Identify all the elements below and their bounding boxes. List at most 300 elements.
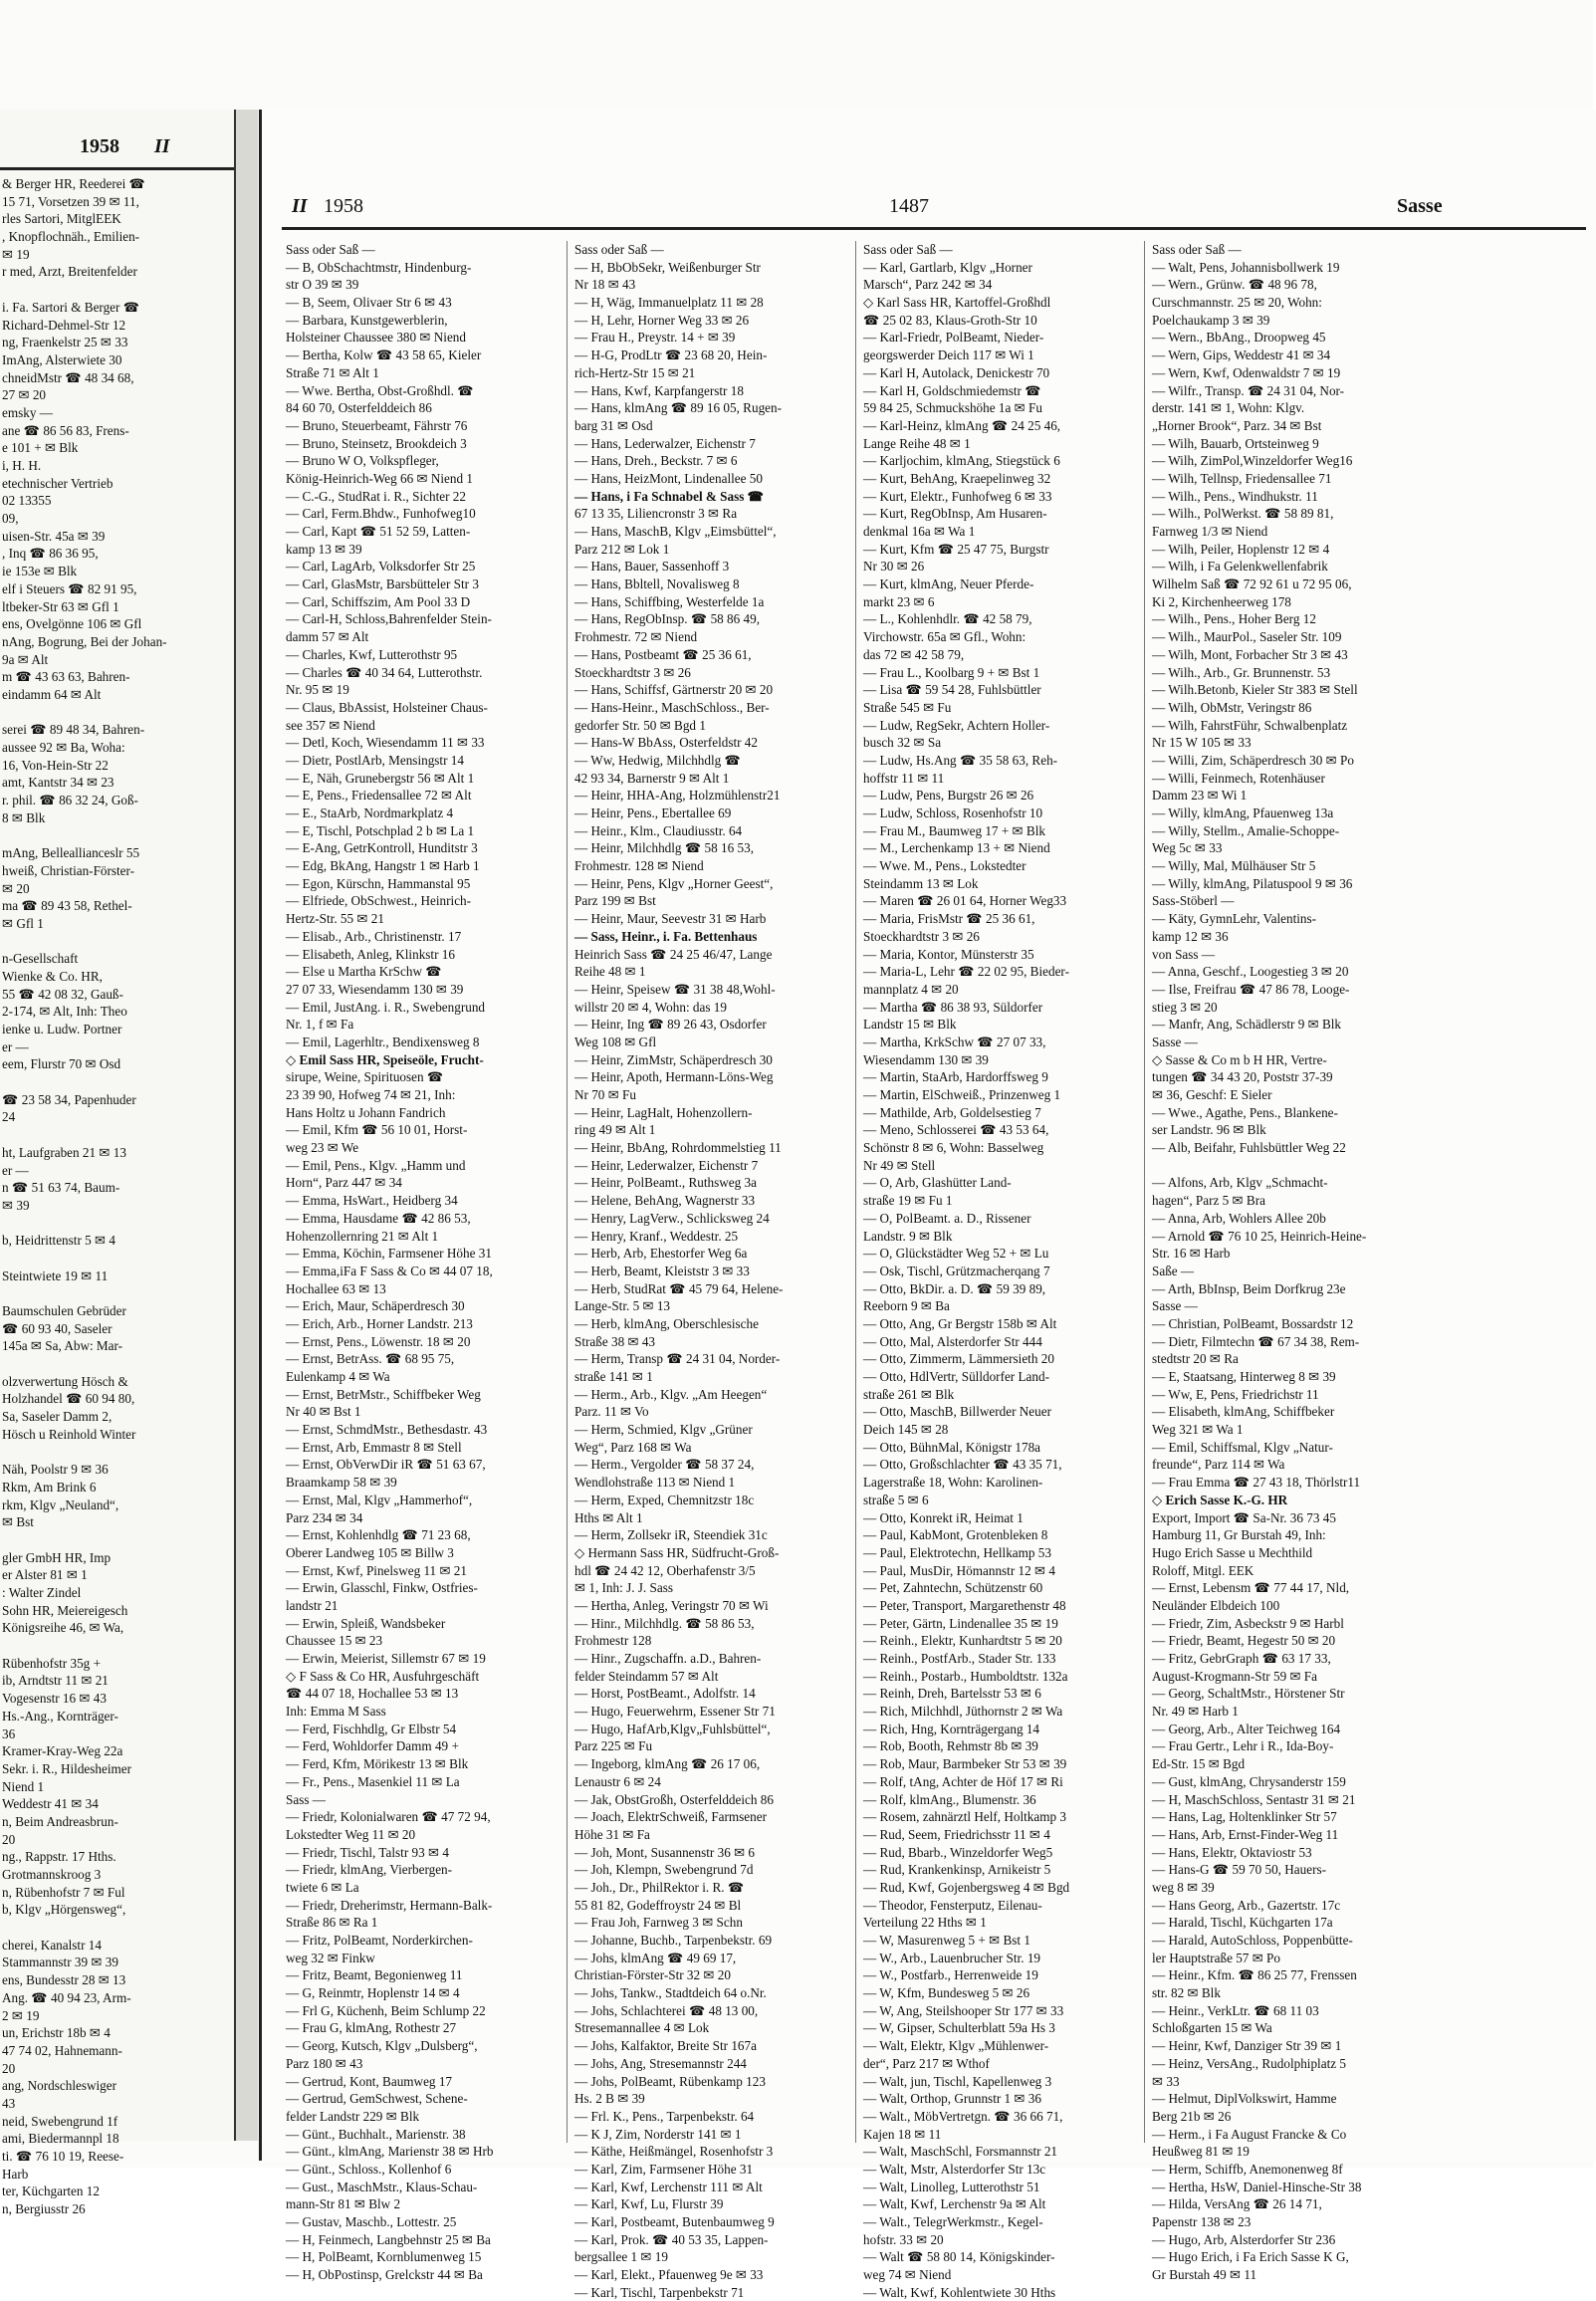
directory-entry-line: — Kurt, klmAng, Neuer Pferde- <box>863 576 1034 592</box>
directory-entry-line: — Maria, FrisMstr ☎ 25 36 61, <box>863 911 1035 927</box>
directory-entry-line: — Günt., Schloss., Kollenhof 6 <box>286 2161 452 2177</box>
directory-entry-line: Reihe 48 ✉ 1 <box>574 964 646 980</box>
directory-entry-line: Nr 18 ✉ 43 <box>574 277 636 293</box>
directory-entry-line: das 72 ✉ 42 58 79, <box>863 646 965 662</box>
directory-entry-line: — Käty, GymnLehr, Valentins- <box>1152 911 1317 927</box>
left-page-line: 20 <box>2 2060 16 2076</box>
left-page-line <box>2 1250 233 1267</box>
left-page-line: ImAng, Alsterwiete 30 <box>2 351 122 367</box>
directory-entry-line: — Friedr, Tischl, Talstr 93 ✉ 4 <box>286 1844 449 1860</box>
directory-entry-line: — Herb, Beamt, Kleiststr 3 ✉ 33 <box>574 1263 750 1278</box>
directory-entry-line: Lange-Str. 5 ✉ 13 <box>574 1298 671 1314</box>
directory-entry-line: Gr Burstah 49 ✉ 11 <box>1152 2267 1257 2283</box>
directory-entry-line: Sasse — <box>1152 1034 1198 1049</box>
directory-entry-line: — Ernst, Mal, Klgv „Hammerhof“, <box>286 1492 473 1507</box>
directory-entry-line: Stresemannallee 4 ✉ Lok <box>574 2020 710 2036</box>
directory-entry-line: — Henry, LagVerw., Schlicksweg 24 <box>574 1210 770 1226</box>
directory-entry-line: — Arth, BbInsp, Beim Dorfkrug 23e <box>1152 1280 1346 1296</box>
left-page-line: 9a ✉ Alt <box>2 651 49 667</box>
left-page-fragment <box>0 110 236 2217</box>
directory-entry-line: — Heinr, Kwf, Danziger Str 39 ✉ 1 <box>1152 2038 1342 2054</box>
directory-entry-line: — Rich, Milchhdl, Jüthornstr 2 ✉ Wa <box>863 1704 1063 1720</box>
directory-entry-line: ler Hauptstraße 57 ✉ Po <box>1152 1950 1280 1965</box>
directory-entry-line: 23 39 90, Hofweg 74 ✉ 21, Inh: <box>286 1087 456 1102</box>
directory-entry-line: — Elisab., Arb., Christinenstr. 17 <box>286 928 462 944</box>
left-page-line: eem, Flurstr 70 ✉ Osd <box>2 1056 121 1072</box>
directory-entry-line: — W, Ang, Steilshooper Str 177 ✉ 33 <box>863 2002 1064 2018</box>
directory-entry-line: — H, Wäg, Immanuelplatz 11 ✉ 28 <box>574 295 764 311</box>
directory-entry-line: Damm 23 ✉ Wi 1 <box>1152 788 1248 804</box>
directory-entry-line: — Friedr, Dreherimstr, Hermann-Balk- <box>286 1897 493 1913</box>
left-page-line <box>2 704 233 722</box>
directory-entry-line: — Wern, Gips, Weddestr 41 ✉ 34 <box>1152 347 1331 363</box>
directory-entry-line: Chaussee 15 ✉ 23 <box>286 1633 383 1649</box>
directory-entry-line: — Maria, Kontor, Münsterstr 35 <box>863 946 1034 962</box>
directory-entry-line: — Erwin, Meierist, Sillemstr 67 ✉ 19 <box>286 1651 486 1666</box>
directory-entry-line: Weg 321 ✉ Wa 1 <box>1152 1422 1244 1438</box>
left-page-line: Baumschulen Gebrüder <box>2 1303 126 1318</box>
directory-entry-line: — Karl H, Goldschmiedemstr ☎ <box>863 382 1041 398</box>
directory-entry-line: — H-G, ProdLtr ☎ 23 68 20, Hein- <box>574 347 768 363</box>
directory-entry-line: — Henry, Kranf., Weddestr. 25 <box>574 1228 739 1244</box>
directory-entry-line: — Hans, Arb, Ernst-Finder-Weg 11 <box>1152 1826 1339 1842</box>
directory-entry-line: Steindamm 13 ✉ Lok <box>863 875 979 891</box>
directory-entry-line: — Hans, Schiffbing, Westerfelde 1a <box>574 593 765 609</box>
directory-entry-line: freunde“, Parz 114 ✉ Wa <box>1152 1457 1285 1473</box>
left-page-year: 1958 <box>80 135 119 157</box>
left-page-line: etechnischer Vertrieb <box>2 475 114 491</box>
directory-entry-line: — Heinr, HHA-Ang, Holzmühlenstr21 <box>574 788 781 804</box>
directory-entry-line: 84 60 70, Osterfelddeich 86 <box>286 400 432 416</box>
directory-entry-line: ◇ F Sass & Co HR, Ausfuhrgeschäft <box>286 1668 480 1684</box>
directory-entry-line: Sass — <box>286 1791 326 1807</box>
directory-entry-line: — Hugo, Arb, Alsterdorfer Str 236 <box>1152 2231 1336 2247</box>
directory-entry-line: Nr 70 ✉ Fu <box>574 1087 636 1102</box>
left-page-line: 2 ✉ 19 <box>2 2007 40 2023</box>
directory-entry-line: mannplatz 4 ✉ 20 <box>863 981 959 997</box>
directory-entry-line: — Johs, klmAng ☎ 49 69 17, <box>574 1950 737 1965</box>
directory-entry-line: — W., Arb., Lauenbrucher Str. 19 <box>863 1950 1041 1965</box>
directory-entry-line: — Wilh., MaurPol., Saseler Str. 109 <box>1152 629 1342 645</box>
directory-entry-line: — Frau Gertr., Lehr i R., Ida-Boy- <box>1152 1738 1334 1754</box>
directory-entry-line: — Friedr, Zim, Asbeckstr 9 ✉ Harbl <box>1152 1615 1344 1631</box>
directory-entry-line: — Georg, Kutsch, Klgv „Dulsberg“, <box>286 2038 478 2054</box>
directory-entry-line: Hths ✉ Alt 1 <box>574 1509 643 1525</box>
directory-entry-line: — Wwe., Agathe, Pens., Blankene- <box>1152 1104 1338 1120</box>
directory-entry-line: — Johs, Ang, Stresemannstr 244 <box>574 2055 747 2071</box>
directory-entry-line: — Erwin, Spleiß, Wandsbeker <box>286 1615 446 1631</box>
directory-entry-line: — Ludw, Schloss, Rosenhofstr 10 <box>863 805 1043 820</box>
directory-entry-line: — Herb, Arb, Ehestorfer Weg 6a <box>574 1246 748 1262</box>
directory-entry-line: — Herm., Arb., Klgv. „Am Heegen“ <box>574 1386 768 1402</box>
directory-entry-line: — Ferd, Kfm, Mörikestr 13 ✉ Blk <box>286 1756 469 1772</box>
left-page-line: Vogesenstr 16 ✉ 43 <box>2 1691 107 1707</box>
directory-entry-line: — Frl G, Küchenh, Beim Schlump 22 <box>286 2002 486 2018</box>
directory-entry-line: Nr. 95 ✉ 19 <box>286 682 349 698</box>
directory-entry-line: — Hans-G ☎ 59 70 50, Hauers- <box>1152 1862 1327 1878</box>
left-page-line <box>2 1073 233 1091</box>
left-page-line: Wienke & Co. HR, <box>2 968 103 984</box>
left-page-line: Grotmannskroog 3 <box>2 1867 102 1882</box>
directory-entry-line: — Hinr., Zugschaffn. a.D., Bahren- <box>574 1651 762 1666</box>
left-page-line: ens, Bundesstr 28 ✉ 13 <box>2 1972 126 1988</box>
directory-entry-line: Parz 225 ✉ Fu <box>574 1738 653 1754</box>
directory-entry-line: — Ludw, RegSekr, Achtern Holler- <box>863 717 1050 733</box>
directory-entry-line: — Bruno, Steuerbeamt, Fährstr 76 <box>286 417 468 433</box>
directory-entry-line: — Rud, Seem, Friedrichsstr 11 ✉ 4 <box>863 1826 1050 1842</box>
left-page-header <box>0 135 234 165</box>
directory-entry-line: — Gust, klmAng, Chrysanderstr 159 <box>1152 1773 1346 1789</box>
directory-entry-line: Schloßgarten 15 ✉ Wa <box>1152 2020 1272 2036</box>
directory-entry-line: — Dietr, PostlArb, Mensingstr 14 <box>286 752 464 768</box>
directory-entry-line: Sass-Stöberl — <box>1152 893 1235 909</box>
directory-entry-line: — Helene, BehAng, Wagnerstr 33 <box>574 1193 756 1209</box>
directory-entry-line: „Horner Brook“, Parz. 34 ✉ Bst <box>1152 417 1322 433</box>
directory-entry-line: landstr 21 <box>286 1597 339 1613</box>
left-page-line: Hs.-Ang., Kornträger- <box>2 1708 118 1724</box>
left-page-line: ami, Biedermannpl 18 <box>2 2131 119 2147</box>
directory-entry-line: — Wilh, FahrstFühr, Schwalbenplatz <box>1152 717 1348 733</box>
directory-entry-line: Straße 71 ✉ Alt 1 <box>286 364 379 380</box>
directory-entry-line: — B, ObSchachtmstr, Hindenburg- <box>286 259 472 275</box>
directory-entry-line: — Maria-L, Lehr ☎ 22 02 95, Bieder- <box>863 964 1069 980</box>
directory-entry-line: — Walt, Kwf, Kohlentwiete 30 Hths <box>863 2284 1056 2300</box>
directory-entry-line: Export, Import ☎ Sa-Nr. 36 73 45 <box>1152 1509 1336 1525</box>
directory-entry-line: — Frau Emma ☎ 27 43 18, Thörlstr11 <box>1152 1475 1361 1491</box>
left-page-line: Richard-Dehmel-Str 12 <box>2 317 126 333</box>
directory-entry-line: — Heinr, BbAng, Rohrdommelstieg 11 <box>574 1140 782 1156</box>
left-page-line: rkm, Klgv „Neuland“, <box>2 1496 119 1512</box>
directory-entry-line: Stoeckhardtstr 3 ✉ 26 <box>863 928 980 944</box>
directory-entry-line: Lokstedter Weg 11 ✉ 20 <box>286 1826 416 1842</box>
directory-entry-line: — Günt., Buchhalt., Marienstr. 38 <box>286 2126 466 2142</box>
directory-entry-line: — Emma,iFa F Sass & Co ✉ 44 07 18, <box>286 1263 493 1278</box>
directory-entry-line: Virchowstr. 65a ✉ Gfl., Wohn: <box>863 629 1026 645</box>
directory-entry-line: ✉ 33 <box>1152 2073 1180 2089</box>
directory-entry-line: — Hilda, VersAng ☎ 26 14 71, <box>1152 2196 1322 2212</box>
directory-entry-line: Straße 545 ✉ Fu <box>863 699 952 715</box>
directory-entry-line: Heußweg 81 ✉ 19 <box>1152 2144 1250 2160</box>
left-page-line: emsky — <box>2 404 53 420</box>
directory-entry-line: — Willi, Zim, Schäperdresch 30 ✉ Po <box>1152 752 1354 768</box>
left-page-line: ens, Ovelgönne 106 ✉ Gfl <box>2 616 142 632</box>
left-page-line: aussee 92 ✉ Ba, Woha: <box>2 740 125 755</box>
column-divider <box>855 241 856 2143</box>
directory-entry-line: Str. 16 ✉ Harb <box>1152 1246 1231 1262</box>
left-page-line: elf i Steuers ☎ 82 91 95, <box>2 580 137 596</box>
directory-entry-line: — Hans-Heinr., MaschSchloss., Ber- <box>574 699 770 715</box>
directory-entry-line: Oberer Landweg 105 ✉ Billw 3 <box>286 1544 454 1560</box>
directory-entry-line: hofstr. 33 ✉ 20 <box>863 2231 944 2247</box>
directory-entry-line: — Walt., MöbVertretgn. ☎ 36 66 71, <box>863 2108 1063 2124</box>
left-page-line: r. phil. ☎ 86 32 24, Goß- <box>2 793 138 808</box>
directory-entry-line: — Friedr, klmAng, Vierbergen- <box>286 1862 453 1878</box>
directory-entry-line: derstr. 141 ✉ 1, Wohn: Klgv. <box>1152 400 1305 416</box>
directory-entry-line: 42 93 34, Barnerstr 9 ✉ Alt 1 <box>574 770 730 786</box>
directory-entry-line: Nr 15 W 105 ✉ 33 <box>1152 735 1252 751</box>
left-page-line <box>2 1444 233 1462</box>
directory-entry-line: — Egon, Kürschn, Hammanstal 95 <box>286 875 471 891</box>
directory-entry-line: — Emma, Hausdame ☎ 42 86 53, <box>286 1210 471 1226</box>
directory-entry-line: — Elisabeth, Anleg, Klinkstr 16 <box>286 946 455 962</box>
directory-entry-line: Eulenkamp 4 ✉ Wa <box>286 1369 390 1384</box>
left-page-line: ienke u. Ludw. Portner <box>2 1022 122 1036</box>
directory-entry-line: Lange Reihe 48 ✉ 1 <box>863 435 971 451</box>
directory-entry-line: Roloff, Mitgl. EEK <box>1152 1562 1254 1578</box>
directory-entry-line: hagen“, Parz 5 ✉ Bra <box>1152 1193 1265 1209</box>
left-page-line: 02 13355 <box>2 493 52 509</box>
directory-entry-line: — Frau M., Baumweg 17 + ✉ Blk <box>863 822 1045 838</box>
directory-entry-line: — Ernst, Kohlenhdlg ☎ 71 23 68, <box>286 1527 471 1543</box>
directory-entry-line: — Karl-Heinz, klmAng ☎ 24 25 46, <box>863 417 1061 433</box>
directory-entry-line: — Carl, Kapt ☎ 51 52 59, Latten- <box>286 524 471 539</box>
directory-entry-line: — Reinh., Elektr, Kunhardtstr 5 ✉ 20 <box>863 1633 1062 1649</box>
directory-entry-line: — E., StaArb, Nordmarkplatz 4 <box>286 805 454 820</box>
directory-entry-line: — Horst, PostBeamt., Adolfstr. 14 <box>574 1686 756 1702</box>
directory-entry-line: ◇ Emil Sass HR, Speiseöle, Frucht- <box>286 1051 484 1067</box>
directory-entry-line: — Herb, StudRat ☎ 45 79 64, Helene- <box>574 1280 784 1296</box>
directory-entry-line: — Hans, Bauer, Sassenhoff 3 <box>574 559 730 575</box>
left-page-line: Stammannstr 39 ✉ 39 <box>2 1955 118 1970</box>
directory-entry-line: Sasse — <box>1152 1298 1198 1314</box>
left-page-line: nAng, Bogrung, Bei der Johan- <box>2 633 167 649</box>
left-page-line: Sekr. i. R., Hildesheimer <box>2 1760 132 1776</box>
left-page-line: i. Fa. Sartori & Berger ☎ <box>2 299 140 315</box>
directory-entry-line: — B, Seem, Olivaer Str 6 ✉ 43 <box>286 295 452 311</box>
directory-entry-line: — Carl, GlasMstr, Barsbütteler Str 3 <box>286 576 479 592</box>
directory-entry-line: Hochallee 63 ✉ 13 <box>286 1280 386 1296</box>
directory-entry-line: — Heinr., Kfm. ☎ 86 25 77, Frenssen <box>1152 1967 1357 1983</box>
directory-entry-line: — Johs, Schlachterei ☎ 48 13 00, <box>574 2002 759 2018</box>
left-page-header-rule <box>0 167 234 170</box>
directory-entry-line: — Wilfr., Transp. ☎ 24 31 04, Nor- <box>1152 382 1345 398</box>
left-page-line: Niend 1 <box>2 1778 45 1794</box>
directory-entry-line: Parz 199 ✉ Bst <box>574 893 656 909</box>
directory-entry-line: — Hugo, Feuerwehrm, Essener Str 71 <box>574 1704 776 1720</box>
directory-entry-line: kamp 12 ✉ 36 <box>1152 928 1229 944</box>
directory-entry-line: — Walt, Pens, Johannisbollwerk 19 <box>1152 259 1340 275</box>
directory-entry-line: — Ww, Hedwig, Milchhdlg ☎ <box>574 752 741 768</box>
directory-entry-line: — Otto, Konrekt iR, Heimat 1 <box>863 1509 1024 1525</box>
directory-entry-line: Hertz-Str. 55 ✉ 21 <box>286 911 384 927</box>
directory-entry-line: — Carl, Schiffszim, Am Pool 33 D <box>286 593 471 609</box>
directory-entry-line: — Willy, Stellm., Amalie-Schoppe- <box>1152 822 1340 838</box>
directory-entry-line: — W, Gipser, Schulterblatt 59a Hs 3 <box>863 2020 1055 2036</box>
directory-entry-line: — Ernst, ObVerwDir iR ☎ 51 63 67, <box>286 1457 486 1473</box>
directory-entry-line: — Martin, ElSchweiß., Prinzenweg 1 <box>863 1087 1061 1102</box>
directory-entry-line: — Hans, RegObInsp. ☎ 58 86 49, <box>574 611 761 627</box>
directory-entry-line: str. 82 ✉ Blk <box>1152 1985 1221 2001</box>
directory-entry-line: — Willi, Feinmech, Rotenhäuser <box>1152 770 1325 786</box>
directory-entry-line: — O, Glückstädter Weg 52 + ✉ Lu <box>863 1246 1049 1262</box>
directory-entry-line: — Ludw, Hs.Ang ☎ 35 58 63, Reh- <box>863 752 1058 768</box>
directory-entry-line: — Bruno, Steinsetz, Brookdeich 3 <box>286 435 467 451</box>
directory-entry-line: — H, Lehr, Horner Weg 33 ✉ 26 <box>574 312 750 328</box>
directory-entry-line: sirupe, Weine, Spirituosen ☎ <box>286 1069 444 1085</box>
left-page-line: Steintwiete 19 ✉ 11 <box>2 1267 109 1283</box>
directory-entry-line: — Walt, Elektr, Klgv „Mühlenwer- <box>863 2038 1049 2054</box>
directory-entry-line: — Martha, KrkSchw ☎ 27 07 33, <box>863 1034 1046 1049</box>
directory-entry-line: — Gust., MaschMstr., Klaus-Schau- <box>286 2179 478 2194</box>
book-gutter <box>236 110 258 2141</box>
directory-entry-line: — E, Staatsang, Hinterweg 8 ✉ 39 <box>1152 1369 1336 1384</box>
header-surname: Sasse <box>1397 195 1443 217</box>
directory-entry-line: — Heinr, Apoth, Hermann-Löns-Weg <box>574 1069 774 1085</box>
directory-entry-line: Nr 49 ✉ Stell <box>863 1157 936 1173</box>
left-page-line: , Inq ☎ 86 36 95, <box>2 546 99 562</box>
directory-entry-line: Höhe 31 ✉ Fa <box>574 1826 650 1842</box>
directory-entry-line: — Heinr, Pens, Klgv „Horner Geest“, <box>574 875 774 891</box>
directory-entry-line: — Karl, Tischl, Tarpenbekstr 71 <box>574 2284 745 2300</box>
directory-entry-line: — Wilh., Pens., Hoher Berg 12 <box>1152 611 1316 627</box>
directory-entry-line: — Hans, klmAng ☎ 89 16 05, Rugen- <box>574 400 782 416</box>
directory-column-1 <box>286 241 567 2283</box>
left-page-line: 15 71, Vorsetzen 39 ✉ 11, <box>2 193 139 209</box>
directory-entry-line: — Dietr, Filmtechn ☎ 67 34 38, Rem- <box>1152 1333 1360 1349</box>
directory-entry-line: — Hans, Bbltell, Novalisweg 8 <box>574 576 740 592</box>
directory-entry-line: — Erich, Maur, Schäperdresch 30 <box>286 1298 465 1314</box>
directory-entry-line: — Hans, Dreh., Beckstr. 7 ✉ 6 <box>574 453 738 469</box>
directory-entry-line: — Alb, Beifahr, Fuhlsbüttler Weg 22 <box>1152 1140 1346 1156</box>
directory-entry-line: — Wilh, ObMstr, Veringstr 86 <box>1152 699 1312 715</box>
directory-entry-line: — Karl, Kwf, Lu, Flurstr 39 <box>574 2196 724 2212</box>
left-page-line: 24 <box>2 1109 16 1125</box>
directory-entry-line: — L., Kohlenhdlr. ☎ 42 58 79, <box>863 611 1032 627</box>
directory-entry-line: — Frau H., Preystr. 14 + ✉ 39 <box>574 330 736 345</box>
directory-entry-line: — Karl, Kwf, Lerchenstr 111 ✉ Alt <box>574 2179 763 2194</box>
directory-entry-line: hoffstr 11 ✉ 11 <box>863 770 945 786</box>
directory-entry-line: — Ernst, SchmdMstr., Bethesdastr. 43 <box>286 1422 488 1438</box>
directory-entry-line: — E, Näh, Grunebergstr 56 ✉ Alt 1 <box>286 770 475 786</box>
directory-entry-line: — Walt., TelegrWerkmstr., Kegel- <box>863 2214 1043 2229</box>
directory-entry-line: — Ernst, BetrAss. ☎ 68 95 75, <box>286 1351 455 1367</box>
directory-entry-line: — Helmut, DiplVolkswirt, Hamme <box>1152 2091 1337 2107</box>
left-page-line: ht, Laufgraben 21 ✉ 13 <box>2 1144 126 1160</box>
directory-entry-line: Holsteiner Chaussee 380 ✉ Niend <box>286 330 466 345</box>
column-divider <box>567 241 568 2143</box>
directory-entry-line: straße 5 ✉ 6 <box>863 1492 929 1507</box>
directory-entry-line: — Karl, Zim, Farmsener Höhe 31 <box>574 2161 754 2177</box>
directory-entry-line: Wendlohstraße 113 ✉ Niend 1 <box>574 1475 736 1491</box>
left-page-line: 47 74 02, Hahnemann- <box>2 2042 122 2058</box>
directory-entry-line: — Joh, Mont, Susannenstr 36 ✉ 6 <box>574 1844 756 1860</box>
directory-entry-line: — Ernst, Pens., Löwenstr. 18 ✉ 20 <box>286 1333 471 1349</box>
directory-entry-line: — Theodor, Fensterputz, Eilenau- <box>863 1897 1042 1913</box>
directory-entry-line: ☎ 44 07 18, Hochallee 53 ✉ 13 <box>286 1686 459 1702</box>
directory-entry-line: Weg 5c ✉ 33 <box>1152 840 1223 856</box>
left-page-line: ie 153e ✉ Blk <box>2 564 78 579</box>
left-page-volume: II <box>154 135 170 157</box>
left-page-line: Holzhandel ☎ 60 94 80, <box>2 1391 135 1407</box>
directory-entry-line: — Hans, Lag, Holtenklinker Str 57 <box>1152 1809 1337 1825</box>
directory-entry-line: — Maren ☎ 26 01 64, Horner Weg33 <box>863 893 1067 909</box>
directory-entry-line: — Emil, Lagerhltr., Bendixensweg 8 <box>286 1034 480 1049</box>
left-page-line: e 101 + ✉ Blk <box>2 440 79 456</box>
directory-entry-line: Hugo Erich Sasse u Mechthild <box>1152 1544 1313 1560</box>
left-page-line: un, Erichstr 18b ✉ 4 <box>2 2025 111 2041</box>
directory-entry-line: — Karljochim, klmAng, Stiegstück 6 <box>863 453 1060 469</box>
directory-entry-line: — E, Pens., Friedensallee 72 ✉ Alt <box>286 788 472 804</box>
header-rule <box>282 227 1586 230</box>
left-page-line: b, Heidrittenstr 5 ✉ 4 <box>2 1233 115 1249</box>
directory-entry-line: August-Krogmann-Str 59 ✉ Fa <box>1152 1668 1317 1684</box>
directory-entry-line: Reeborn 9 ✉ Ba <box>863 1298 950 1314</box>
directory-entry-line: — Joach, ElektrSchweiß, Farmsener <box>574 1809 767 1825</box>
directory-entry-line: — Friedr, Kolonialwaren ☎ 47 72 94, <box>286 1809 491 1825</box>
directory-entry-line: — Hans, Kwf, Karpfangerstr 18 <box>574 382 744 398</box>
directory-entry-line: Hans Holtz u Johann Fandrich <box>286 1104 446 1120</box>
directory-entry-line: bergsallee 1 ✉ 19 <box>574 2249 668 2265</box>
directory-entry-line: — Detl, Koch, Wiesendamm 11 ✉ 33 <box>286 735 485 751</box>
directory-entry-line: — Heinz, VersAng., Rudolphiplatz 5 <box>1152 2055 1346 2071</box>
left-page-line: uisen-Str. 45a ✉ 39 <box>2 528 106 544</box>
directory-entry-line: — Reinh, Dreh, Bartelsstr 53 ✉ 6 <box>863 1686 1041 1702</box>
directory-entry-line: — Walt ☎ 58 80 14, Königskinder- <box>863 2249 1055 2265</box>
left-page-line: n-Gesellschaft <box>2 951 79 967</box>
directory-entry-line: busch 32 ✉ Sa <box>863 735 942 751</box>
directory-entry-line: — Hans, HeizMont, Lindenallee 50 <box>574 470 763 486</box>
left-page-line: Rübenhofstr 35g + <box>2 1655 102 1671</box>
directory-entry-line: Wiesendamm 130 ✉ 39 <box>863 1051 989 1067</box>
directory-entry-line: — O, Arb, Glashütter Land- <box>863 1175 1012 1191</box>
directory-entry-line: ☎ 25 02 83, Klaus-Groth-Str 10 <box>863 312 1037 328</box>
directory-entry-line: Hs. 2 B ✉ 39 <box>574 2091 645 2107</box>
left-page-line: neid, Swebengrund 1f <box>2 2113 118 2129</box>
directory-entry-line: stedtstr 20 ✉ Ra <box>1152 1351 1239 1367</box>
left-page-line: ng., Rappstr. 17 Hths. <box>2 1849 116 1865</box>
left-page-line <box>2 1637 233 1655</box>
directory-entry-line: — Ilse, Freifrau ☎ 47 86 78, Looge- <box>1152 981 1350 997</box>
directory-entry-line: ✉ 1, Inh: J. J. Sass <box>574 1580 673 1596</box>
directory-entry-line: Verteilung 22 Hths ✉ 1 <box>863 1915 987 1931</box>
directory-entry-line: — Else u Martha KrSchw ☎ <box>286 964 442 980</box>
left-page-line: ✉ 39 <box>2 1197 30 1213</box>
directory-entry-line: — Ww, E, Pens, Friedrichstr 11 <box>1152 1386 1319 1402</box>
directory-entry-line: — Herm, Transp ☎ 24 31 04, Norder- <box>574 1351 781 1367</box>
left-page-line: ☎ 23 58 34, Papenhuder <box>2 1091 136 1107</box>
left-page-line: : Walter Zindel <box>2 1585 82 1600</box>
directory-entry-line: — Harald, Tischl, Küchgarten 17a <box>1152 1915 1333 1931</box>
left-page-line: cherei, Kanalstr 14 <box>2 1937 102 1953</box>
directory-entry-line: — Rud, Kwf, Gojenbergsweg 4 ✉ Bgd <box>863 1879 1070 1895</box>
directory-entry-line: — Hertha, Anleg, Veringstr 70 ✉ Wi <box>574 1597 769 1613</box>
directory-entry-line: — Käthe, Heißmängel, Rosenhofstr 3 <box>574 2144 774 2160</box>
directory-entry-line: von Sass — <box>1152 946 1216 962</box>
directory-entry-line: — Fritz, PolBeamt, Norderkirchen- <box>286 1933 473 1948</box>
directory-entry-line: Parz. 11 ✉ Vo <box>574 1404 649 1420</box>
directory-entry-line: str O 39 ✉ 39 <box>286 277 359 293</box>
directory-entry-line: weg 23 ✉ We <box>286 1140 359 1156</box>
directory-entry-line: — Georg, SchaltMstr., Hörstener Str <box>1152 1686 1345 1702</box>
directory-entry-line: Hamburg 11, Gr Burstah 49, Inh: <box>1152 1527 1326 1543</box>
directory-entry-line: — Emil, JustAng. i. R., Swebengrund <box>286 999 486 1015</box>
left-page-line: ang, Nordschleswiger <box>2 2078 116 2094</box>
directory-entry-line: denkmal 16a ✉ Wa 1 <box>863 524 976 539</box>
directory-entry-line: — E-Ang, GetrKontroll, Hunditstr 3 <box>286 840 478 856</box>
directory-entry-line: weg 8 ✉ 39 <box>1152 1879 1215 1895</box>
left-page-line: Näh, Poolstr 9 ✉ 36 <box>2 1462 109 1478</box>
directory-entry-line: — Wilh, Mont, Forbacher Str 3 ✉ 43 <box>1152 646 1348 662</box>
directory-entry-line: — Georg, Arb., Alter Teichweg 164 <box>1152 1721 1341 1736</box>
directory-entry-line: — Otto, Ang, Gr Bergstr 158b ✉ Alt <box>863 1315 1057 1331</box>
directory-entry-line: — H, BbObSekr, Weißenburger Str <box>574 259 761 275</box>
directory-entry-line: Ki 2, Kirchenheerweg 178 <box>1152 593 1291 609</box>
directory-entry-line: — Barbara, Kunstgewerblerin, <box>286 312 448 328</box>
directory-entry-line: — Kurt, BehAng, Kraepelinweg 32 <box>863 470 1051 486</box>
directory-entry-line: Hohenzollernring 21 ✉ Alt 1 <box>286 1228 439 1244</box>
directory-entry-line: ser Landstr. 96 ✉ Blk <box>1152 1122 1266 1138</box>
left-page-line: 20 <box>2 1831 16 1847</box>
